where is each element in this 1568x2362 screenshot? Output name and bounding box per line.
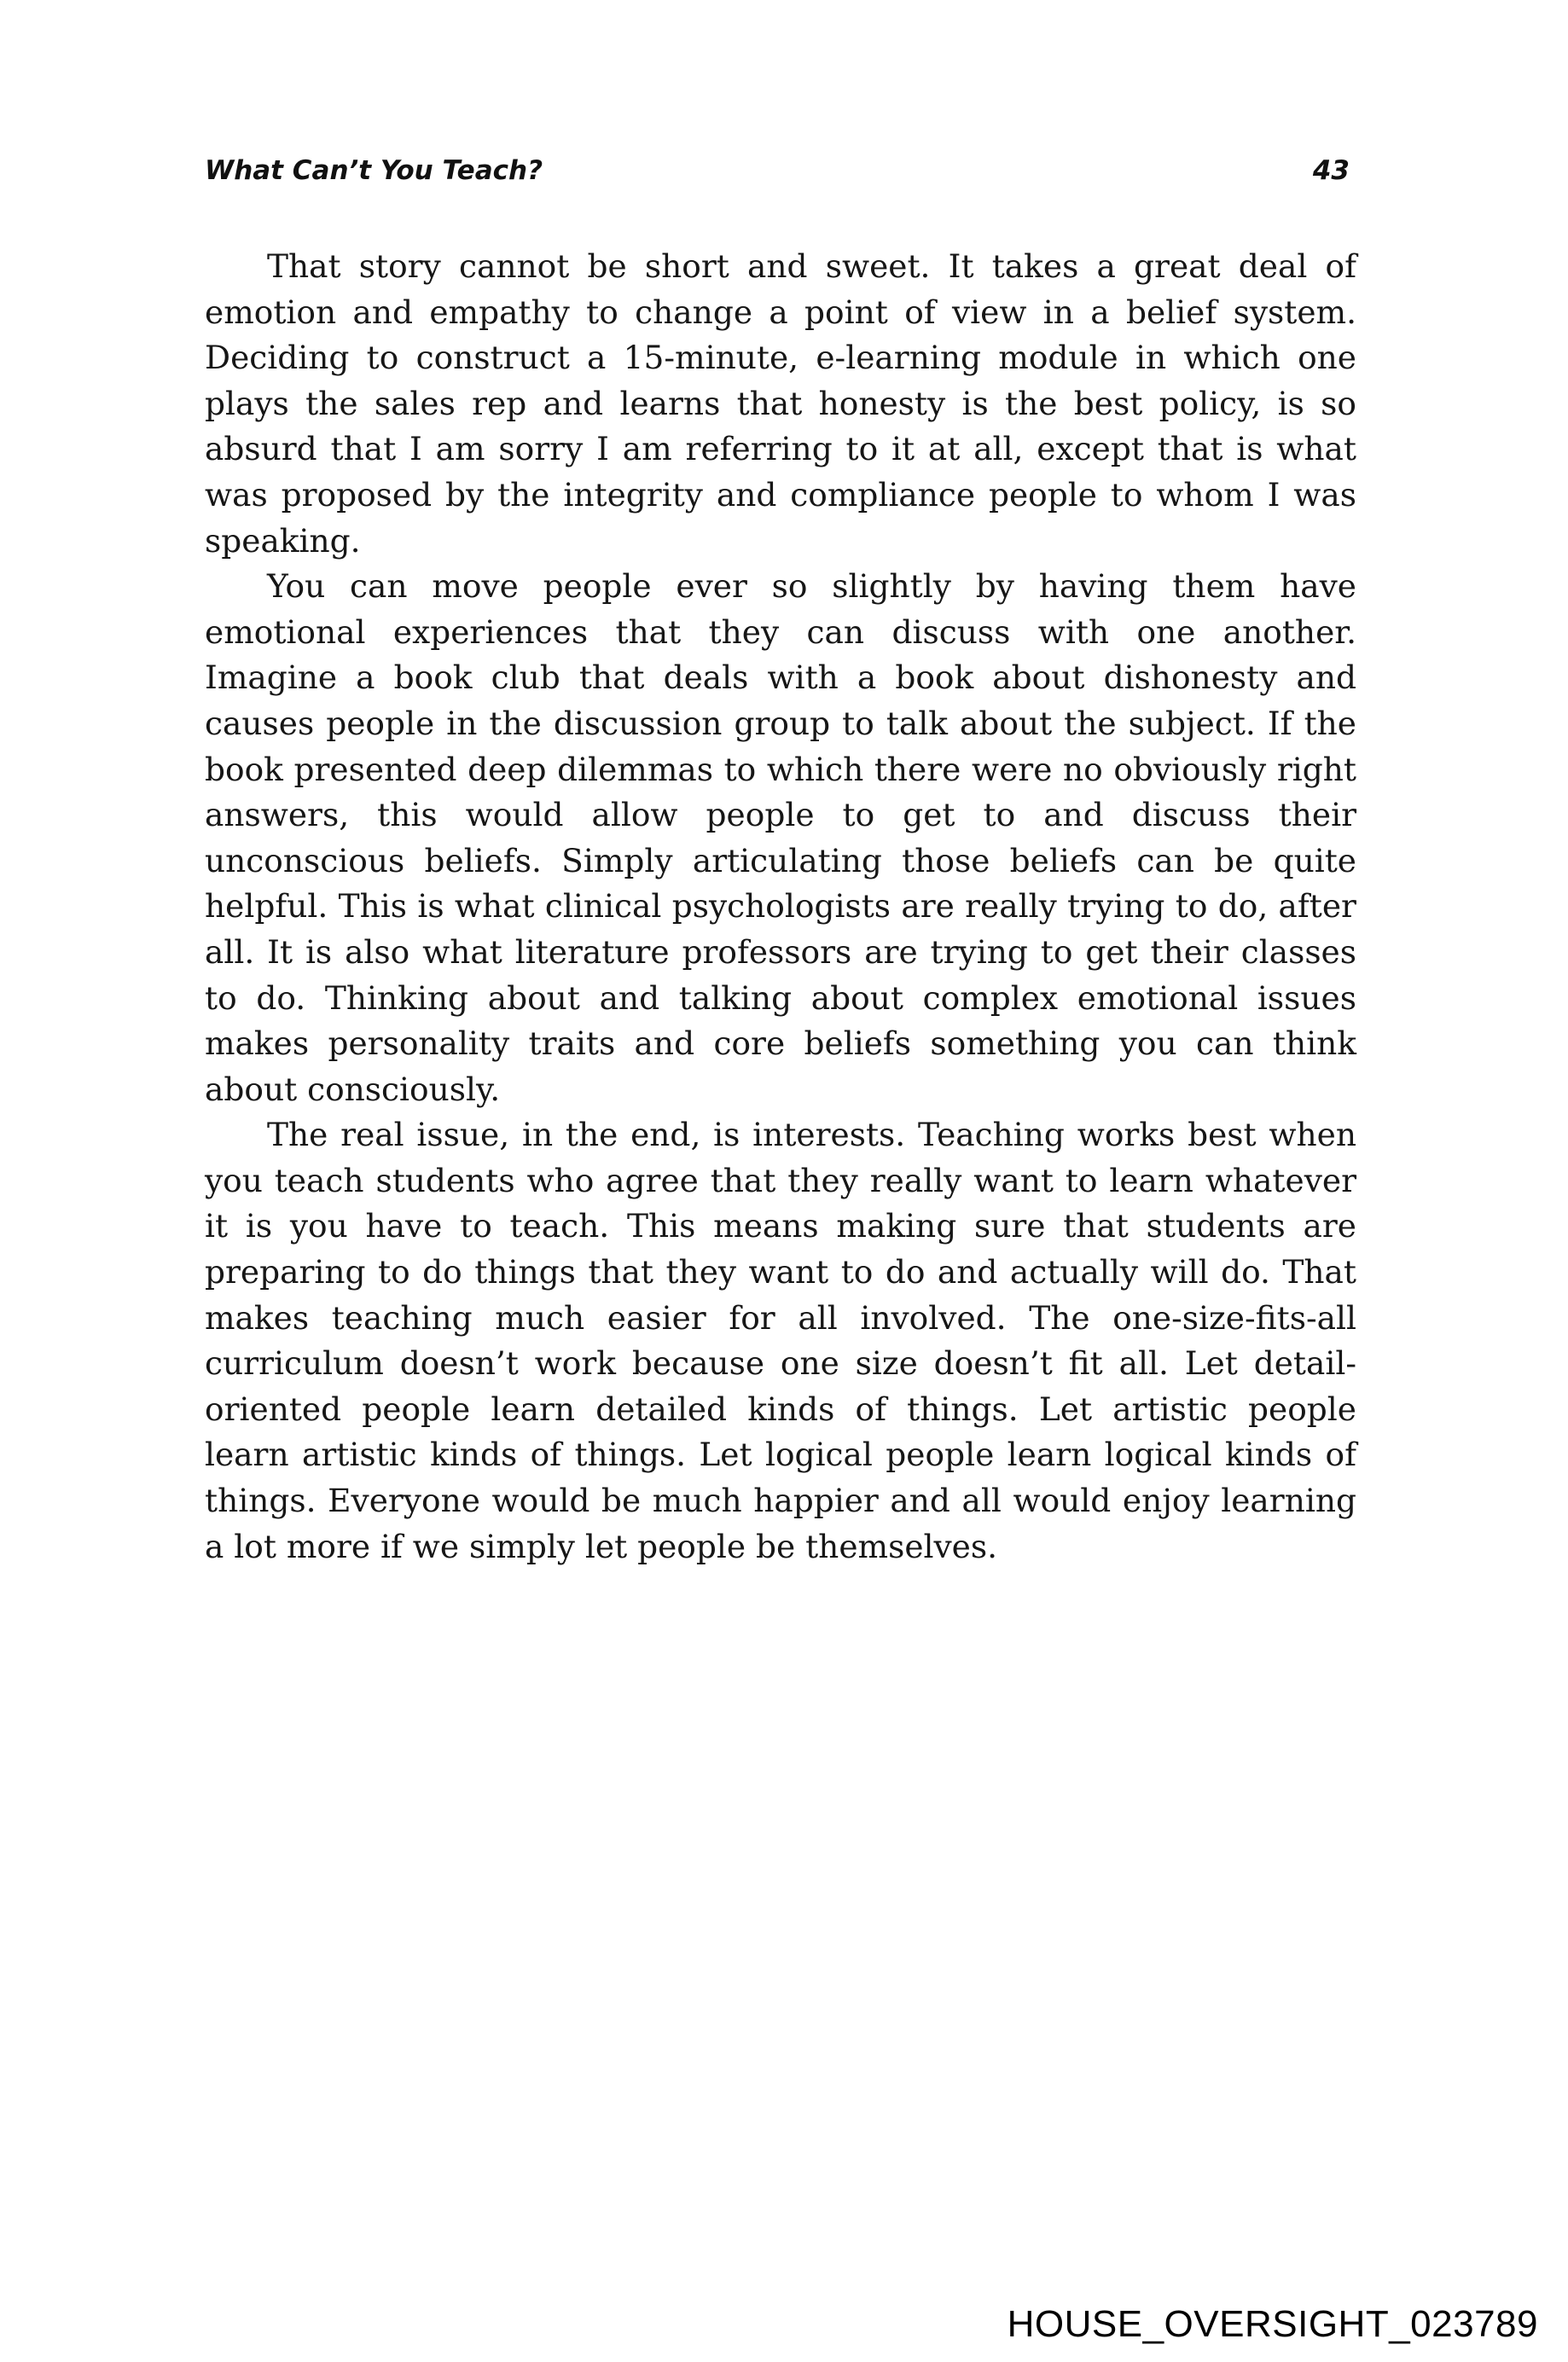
page-number: 43 xyxy=(1312,155,1350,186)
paragraph-3: The real issue, in the end, is interests. Teaching works best when you teach students who agree that they really want to learn whatever it is you have to teach. This means making sure that students are preparing to do things that they want to do and actually will do. That makes teaching much easier for all involved. The one-size-fits-all curriculum doesn’t work because one size doesn’t fit all. Let detail-oriented people learn detailed kinds of things. Let artistic people learn artistic kinds of things. Let logical people learn logical kinds of things. Everyone would be much happier and all would enjoy learning a lot more if we simply let people be themselves. xyxy=(205,1116,1356,1565)
body-text xyxy=(205,244,1356,1570)
bates-number: HOUSE_OVERSIGHT_023789 xyxy=(1007,2303,1538,2345)
running-title: What Can’t You Teach? xyxy=(205,155,543,186)
paragraph-2: You can move people ever so slightly by having them have emotional experiences that they can discuss with one another. Imagine a book club that deals with a book about dishonesty and causes people in the discussion group to talk about the subject. If the book presented deep dilemmas to which there were no obviously right answers, this would allow people to get to and discuss their unconscious beliefs. Simply articulating those beliefs can be quite helpful. This is what clinical psychologists are really trying to do, after all. It is also what literature professors are trying to get their classes to do. Thinking about and talking about complex emotional issues makes personality traits and core beliefs something you can think about consciously. xyxy=(205,567,1356,1108)
paragraph-1: That story cannot be short and sweet. It takes a great deal of emotion and empathy to change a point of view in a belief system. Deciding to construct a 15-minute, e-learning module in which one plays the sales rep and learns that honesty is the best policy, is so absurd that I am sorry I am referring to it at all, except that is what was proposed by the integrity and compliance people to whom I was speaking. xyxy=(205,247,1356,560)
running-head xyxy=(205,155,1356,198)
